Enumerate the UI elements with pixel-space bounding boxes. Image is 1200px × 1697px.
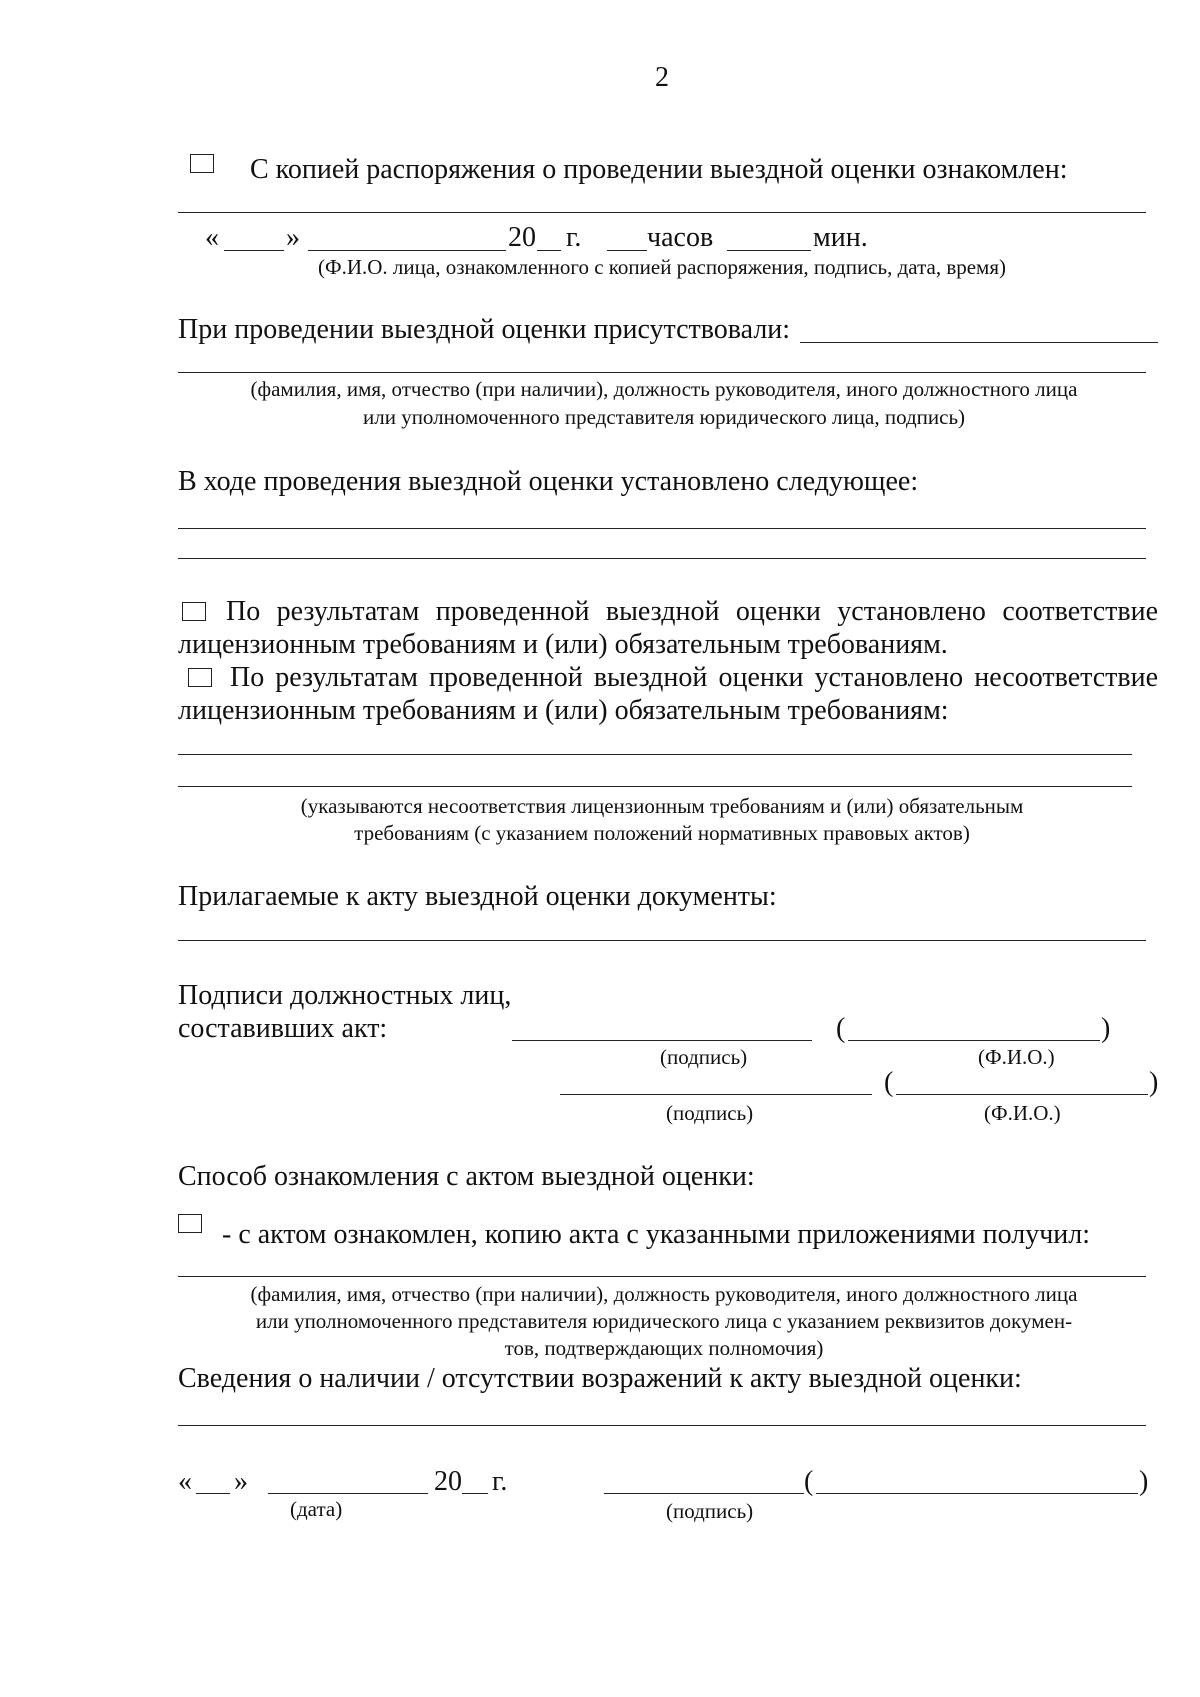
copy-familiarized-caption: (Ф.И.О. лица, ознакомленного с копией распоряжения, подпись, дата, время) (318, 255, 1006, 279)
footer-signature-line[interactable] (604, 1493, 804, 1494)
compliance-checkbox[interactable] (182, 602, 206, 621)
attachments-fill-line[interactable] (178, 940, 1146, 941)
copy-date-month-blank[interactable] (308, 250, 506, 251)
copy-date-open-quote: « (205, 222, 219, 253)
copy-minutes-blank[interactable] (727, 250, 811, 251)
signer2-name-line[interactable] (896, 1094, 1148, 1095)
copy-hours-label: часов (647, 222, 714, 253)
signer1-signature-line[interactable] (512, 1040, 812, 1041)
footer-year-prefix: 20 (434, 1466, 462, 1497)
present-fill-line-1[interactable] (800, 342, 1158, 343)
results-caption-line2: требованиям (с указанием положений нормативных правовых актов) (354, 821, 970, 845)
footer-name-line[interactable] (816, 1493, 1138, 1494)
signer2-name-caption: (Ф.И.О.) (984, 1101, 1061, 1125)
acquaintance-fill-line[interactable] (178, 1276, 1146, 1277)
copy-date-close-quote: » (286, 222, 300, 253)
footer-close-paren: ) (1139, 1466, 1149, 1497)
acquaintance-caption-line2: или уполномоченного представителя юридического лица с указанием реквизитов докумен- (255, 1309, 1073, 1333)
copy-date-year-blank[interactable] (537, 250, 561, 251)
signer2-open-paren: ( (884, 1067, 894, 1098)
footer-close-quote: » (234, 1466, 248, 1497)
signer2-close-paren: ) (1149, 1067, 1159, 1098)
copy-date-year-prefix: 20 (508, 222, 536, 253)
established-label: В ходе проведения выездной оценки установлено следующее: (178, 466, 919, 497)
footer-signature-caption: (подпись) (666, 1499, 754, 1523)
signer2-signature-line[interactable] (560, 1094, 872, 1095)
footer-year-suffix: г. (492, 1466, 508, 1497)
noncompliance-fill-line-2[interactable] (178, 786, 1132, 787)
copy-familiarized-checkbox[interactable] (190, 154, 214, 173)
established-fill-line-1[interactable] (178, 528, 1146, 529)
noncompliance-text-line1: По результатам проведенной выездной оценки установлено несоответствие (230, 662, 1158, 693)
noncompliance-text-line2: лицензионным требованиям и (или) обязательным требованиям: (178, 695, 949, 726)
copy-date-day-blank[interactable] (224, 250, 284, 251)
acquaintance-checkbox[interactable] (178, 1214, 202, 1233)
present-caption-line2: или уполномоченного представителя юридического лица, подпись) (362, 405, 966, 429)
compliance-text-line2: лицензионным требованиям и (или) обязательным требованиям. (178, 629, 948, 660)
footer-date-caption: (дата) (290, 1497, 343, 1521)
signer1-name-caption: (Ф.И.О.) (978, 1045, 1055, 1069)
footer-year-blank[interactable] (462, 1493, 488, 1494)
present-label: При проведении выездной оценки присутствовали: (178, 314, 791, 345)
compliance-text-line1: По результатам проведенной выездной оценки установлено соответствие (226, 596, 1158, 627)
acquaintance-option-text: - с актом ознакомлен, копию акта с указанными приложениями получил: (222, 1219, 1091, 1250)
attachments-label: Прилагаемые к акту выездной оценки документы: (178, 881, 777, 912)
copy-familiarized-label: С копией распоряжения о проведении выездной оценки ознакомлен: (250, 154, 1068, 185)
objections-label: Сведения о наличии / отсутствии возражений к акту выездной оценки: (178, 1363, 1022, 1394)
present-caption-line1: (фамилия, имя, отчество (при наличии), должность руководителя, иного должностного лица (250, 377, 1078, 401)
page-number: 2 (655, 62, 669, 93)
established-fill-line-2[interactable] (178, 558, 1146, 559)
signer2-signature-caption: (подпись) (666, 1101, 754, 1125)
signatures-label-line2: составивших акт: (178, 1013, 388, 1044)
footer-day-blank[interactable] (196, 1493, 230, 1494)
signer1-open-paren: ( (836, 1013, 846, 1044)
present-fill-line-2[interactable] (178, 372, 1146, 373)
copy-minutes-label: мин. (813, 222, 868, 253)
results-caption-line1: (указываются несоответствия лицензионным требованиям и (или) обязательным (300, 794, 1024, 818)
footer-open-quote: « (178, 1466, 192, 1497)
signer1-signature-caption: (подпись) (660, 1045, 748, 1069)
signer1-close-paren: ) (1101, 1013, 1111, 1044)
acquaintance-label: Способ ознакомления с актом выездной оценки: (178, 1161, 755, 1192)
copy-hours-blank[interactable] (607, 250, 647, 251)
copy-familiarized-fill-line[interactable] (178, 212, 1146, 213)
objections-fill-line[interactable] (178, 1425, 1146, 1426)
signer1-name-line[interactable] (848, 1040, 1100, 1041)
acquaintance-caption-line3: тов, подтверждающих полномочия) (504, 1336, 824, 1360)
copy-date-year-suffix: г. (566, 222, 582, 253)
signatures-label-line1: Подписи должностных лиц, (178, 980, 512, 1011)
footer-month-blank[interactable] (268, 1493, 428, 1494)
noncompliance-fill-line-1[interactable] (178, 754, 1132, 755)
footer-open-paren: ( (804, 1466, 814, 1497)
noncompliance-checkbox[interactable] (188, 668, 212, 687)
acquaintance-caption-line1: (фамилия, имя, отчество (при наличии), должность руководителя, иного должностного лица (250, 1282, 1078, 1306)
